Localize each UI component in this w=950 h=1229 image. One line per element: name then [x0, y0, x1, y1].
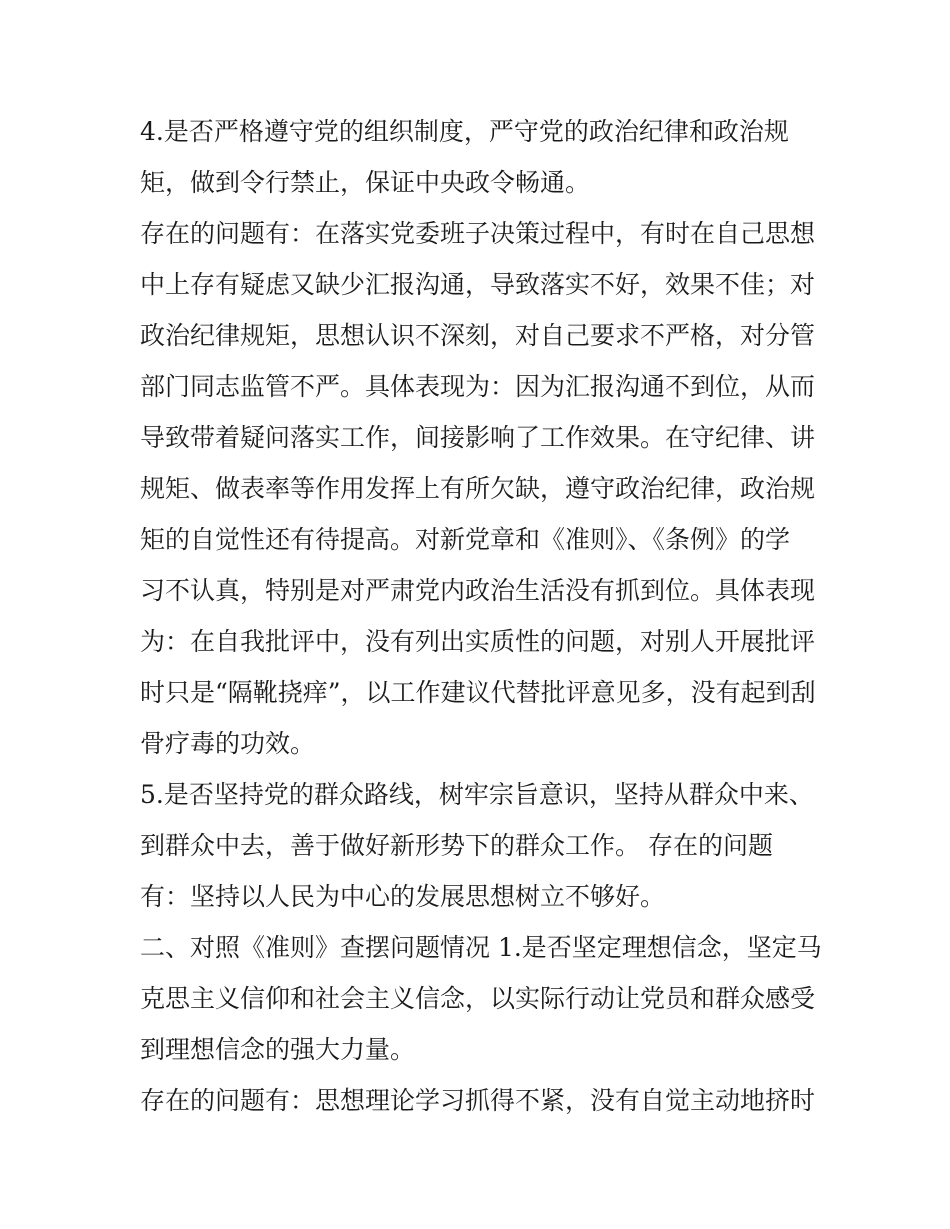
- text-line: 骨疗毒的功效。: [140, 729, 316, 758]
- text-line: 5.是否坚持党的群众路线，树牢宗旨意识，坚持从群众中来、: [140, 780, 814, 809]
- text-line: 到理想信念的强大力量。: [140, 1035, 416, 1064]
- paragraph-item-4: [140, 106, 820, 208]
- text-line: 中上存有疑虑又缺少汇报沟通，导致落实不好，效果不佳；对: [140, 270, 816, 299]
- paragraph-problems-item-4: [140, 208, 820, 769]
- text-line: 规矩、做表率等作用发挥上有所欠缺，遵守政治纪律，政治规: [140, 474, 816, 503]
- text-line: 矩的自觉性还有待提高。对新党章和《准则》、《条例》的学: [140, 525, 791, 554]
- text-line: 时只是“隔靴挠痒”，以工作建议代替批评意见多，没有起到刮: [140, 678, 816, 707]
- text-line: 存在的问题有：在落实党委班子决策过程中，有时在自己思想: [140, 219, 816, 248]
- text-line: 到群众中去，善于做好新形势下的群众工作。 存在的问题: [140, 831, 773, 860]
- paragraph-problems-section-2: [140, 1075, 820, 1126]
- text-line: 习不认真，特别是对严肃党内政治生活没有抓到位。具体表现: [140, 576, 816, 605]
- text-line: 克思主义信仰和社会主义信念，以实际行动让党员和群众感受: [140, 984, 816, 1013]
- text-line: 有：坚持以人民为中心的发展思想树立不够好。: [140, 882, 666, 911]
- paragraph-item-5: [140, 769, 820, 922]
- text-line: 部门同志监管不严。具体表现为：因为汇报沟通不到位，从而: [140, 372, 816, 401]
- document-body: [140, 106, 820, 1126]
- text-line: 4.是否严格遵守党的组织制度，严守党的政治纪律和政治规: [140, 117, 789, 146]
- text-line: 二、对照《准则》查摆问题情况 1.是否坚定理想信念，坚定马: [140, 933, 822, 962]
- text-line: 政治纪律规矩，思想认识不深刻，对自己要求不严格，对分管: [140, 321, 816, 350]
- paragraph-section-2: [140, 922, 820, 1075]
- text-line: 导致带着疑问落实工作，间接影响了工作效果。在守纪律、讲: [140, 423, 816, 452]
- text-line: 存在的问题有：思想理论学习抓得不紧，没有自觉主动地挤时: [140, 1086, 816, 1115]
- text-line: 为：在自我批评中，没有列出实质性的问题，对别人开展批评: [140, 627, 816, 656]
- text-line: 矩，做到令行禁止，保证中央政令畅通。: [140, 168, 591, 197]
